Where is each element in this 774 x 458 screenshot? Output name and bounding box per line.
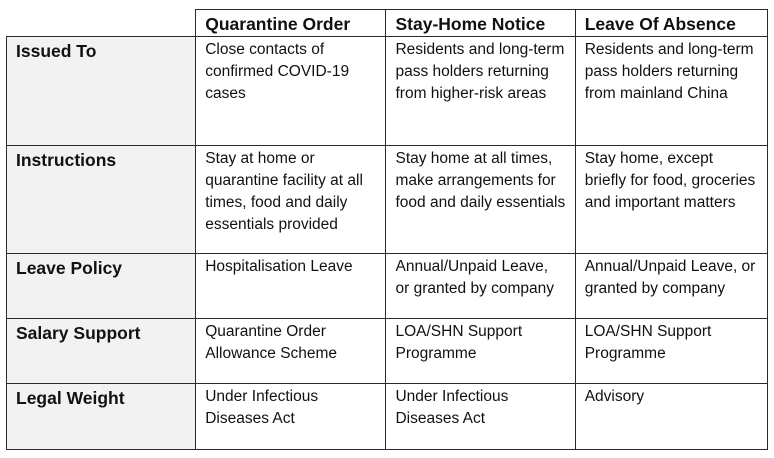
column-header-leave-of-absence: Leave Of Absence [575, 10, 767, 37]
table-cell: Advisory [575, 384, 767, 450]
table-row-leave-policy [7, 254, 768, 319]
row-header-leave-policy: Leave Policy [7, 254, 196, 319]
table-cell: LOA/SHN Support Programme [575, 319, 767, 384]
table-cell: Annual/Unpaid Leave, or granted by company [386, 254, 575, 319]
table-cell: Residents and long-term pass holders returning from mainland China [575, 37, 767, 146]
table-cell: Annual/Unpaid Leave, or granted by company [575, 254, 767, 319]
row-header-legal-weight: Legal Weight [7, 384, 196, 450]
table-cell: Hospitalisation Leave [196, 254, 386, 319]
row-header-salary-support: Salary Support [7, 319, 196, 384]
table-cell: Under Infectious Diseases Act [196, 384, 386, 450]
table-row-legal-weight [7, 384, 768, 450]
table-row-instructions [7, 146, 768, 254]
column-header-stay-home-notice: Stay-Home Notice [386, 10, 575, 37]
table-cell: Stay home at all times, make arrangements for food and daily essentials [386, 146, 575, 254]
table-cell: Residents and long-term pass holders returning from higher-risk areas [386, 37, 575, 146]
comparison-table [6, 9, 768, 450]
table-header-row [7, 10, 768, 37]
table-row-issued-to [7, 37, 768, 146]
table-cell: Close contacts of confirmed COVID-19 cases [196, 37, 386, 146]
table-cell: Stay at home or quarantine facility at all times, food and daily essentials provided [196, 146, 386, 254]
header-corner-cell [7, 10, 196, 37]
table-cell: Quarantine Order Allowance Scheme [196, 319, 386, 384]
table-cell: Stay home, except briefly for food, groceries and important matters [575, 146, 767, 254]
column-header-quarantine-order: Quarantine Order [196, 10, 386, 37]
table-row-salary-support [7, 319, 768, 384]
row-header-issued-to: Issued To [7, 37, 196, 146]
table-cell: LOA/SHN Support Programme [386, 319, 575, 384]
row-header-instructions: Instructions [7, 146, 196, 254]
table-cell: Under Infectious Diseases Act [386, 384, 575, 450]
